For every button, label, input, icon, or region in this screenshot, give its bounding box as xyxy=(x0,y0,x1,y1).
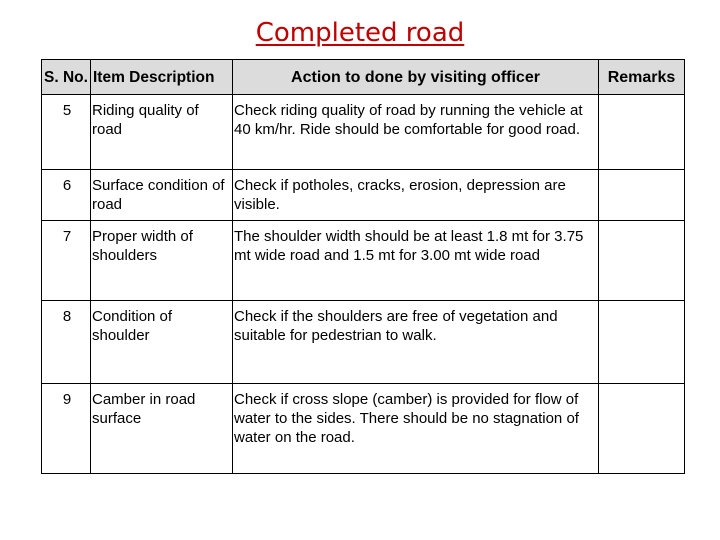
cell-action: Check riding quality of road by running the vehicle at 40 km/hr. Ride should be comfortable for good road. xyxy=(233,95,599,170)
page-title: Completed road xyxy=(255,18,465,48)
header-item-description: Item Description xyxy=(91,60,233,95)
table-row xyxy=(42,221,685,301)
header-sno: S. No. xyxy=(42,60,91,95)
cell-action: Check if cross slope (camber) is provided for flow of water to the sides. There should be no stagnation of water on the road. xyxy=(233,384,599,474)
cell-sno: 8 xyxy=(42,301,91,384)
cell-item: Surface condition of road xyxy=(91,170,233,221)
header-remarks: Remarks xyxy=(599,60,685,95)
cell-remarks xyxy=(599,384,685,474)
table-row xyxy=(42,384,685,474)
cell-action: The shoulder width should be at least 1.8 mt for 3.75 mt wide road and 1.5 mt for 3.00 mt wide road xyxy=(233,221,599,301)
cell-remarks xyxy=(599,301,685,384)
cell-item: Proper width of shoulders xyxy=(91,221,233,301)
table-row xyxy=(42,301,685,384)
cell-sno: 9 xyxy=(42,384,91,474)
cell-sno: 5 xyxy=(42,95,91,170)
inspection-table xyxy=(41,59,685,474)
cell-item: Condition of shoulder xyxy=(91,301,233,384)
cell-action: Check if the shoulders are free of vegetation and suitable for pedestrian to walk. xyxy=(233,301,599,384)
cell-remarks xyxy=(599,170,685,221)
header-action: Action to done by visiting officer xyxy=(233,60,599,95)
cell-remarks xyxy=(599,95,685,170)
cell-remarks xyxy=(599,221,685,301)
table-row xyxy=(42,170,685,221)
cell-action: Check if potholes, cracks, erosion, depression are visible. xyxy=(233,170,599,221)
table-header-row xyxy=(42,60,685,95)
cell-item: Riding quality of road xyxy=(91,95,233,170)
table-row xyxy=(42,95,685,170)
cell-sno: 7 xyxy=(42,221,91,301)
cell-item: Camber in road surface xyxy=(91,384,233,474)
cell-sno: 6 xyxy=(42,170,91,221)
